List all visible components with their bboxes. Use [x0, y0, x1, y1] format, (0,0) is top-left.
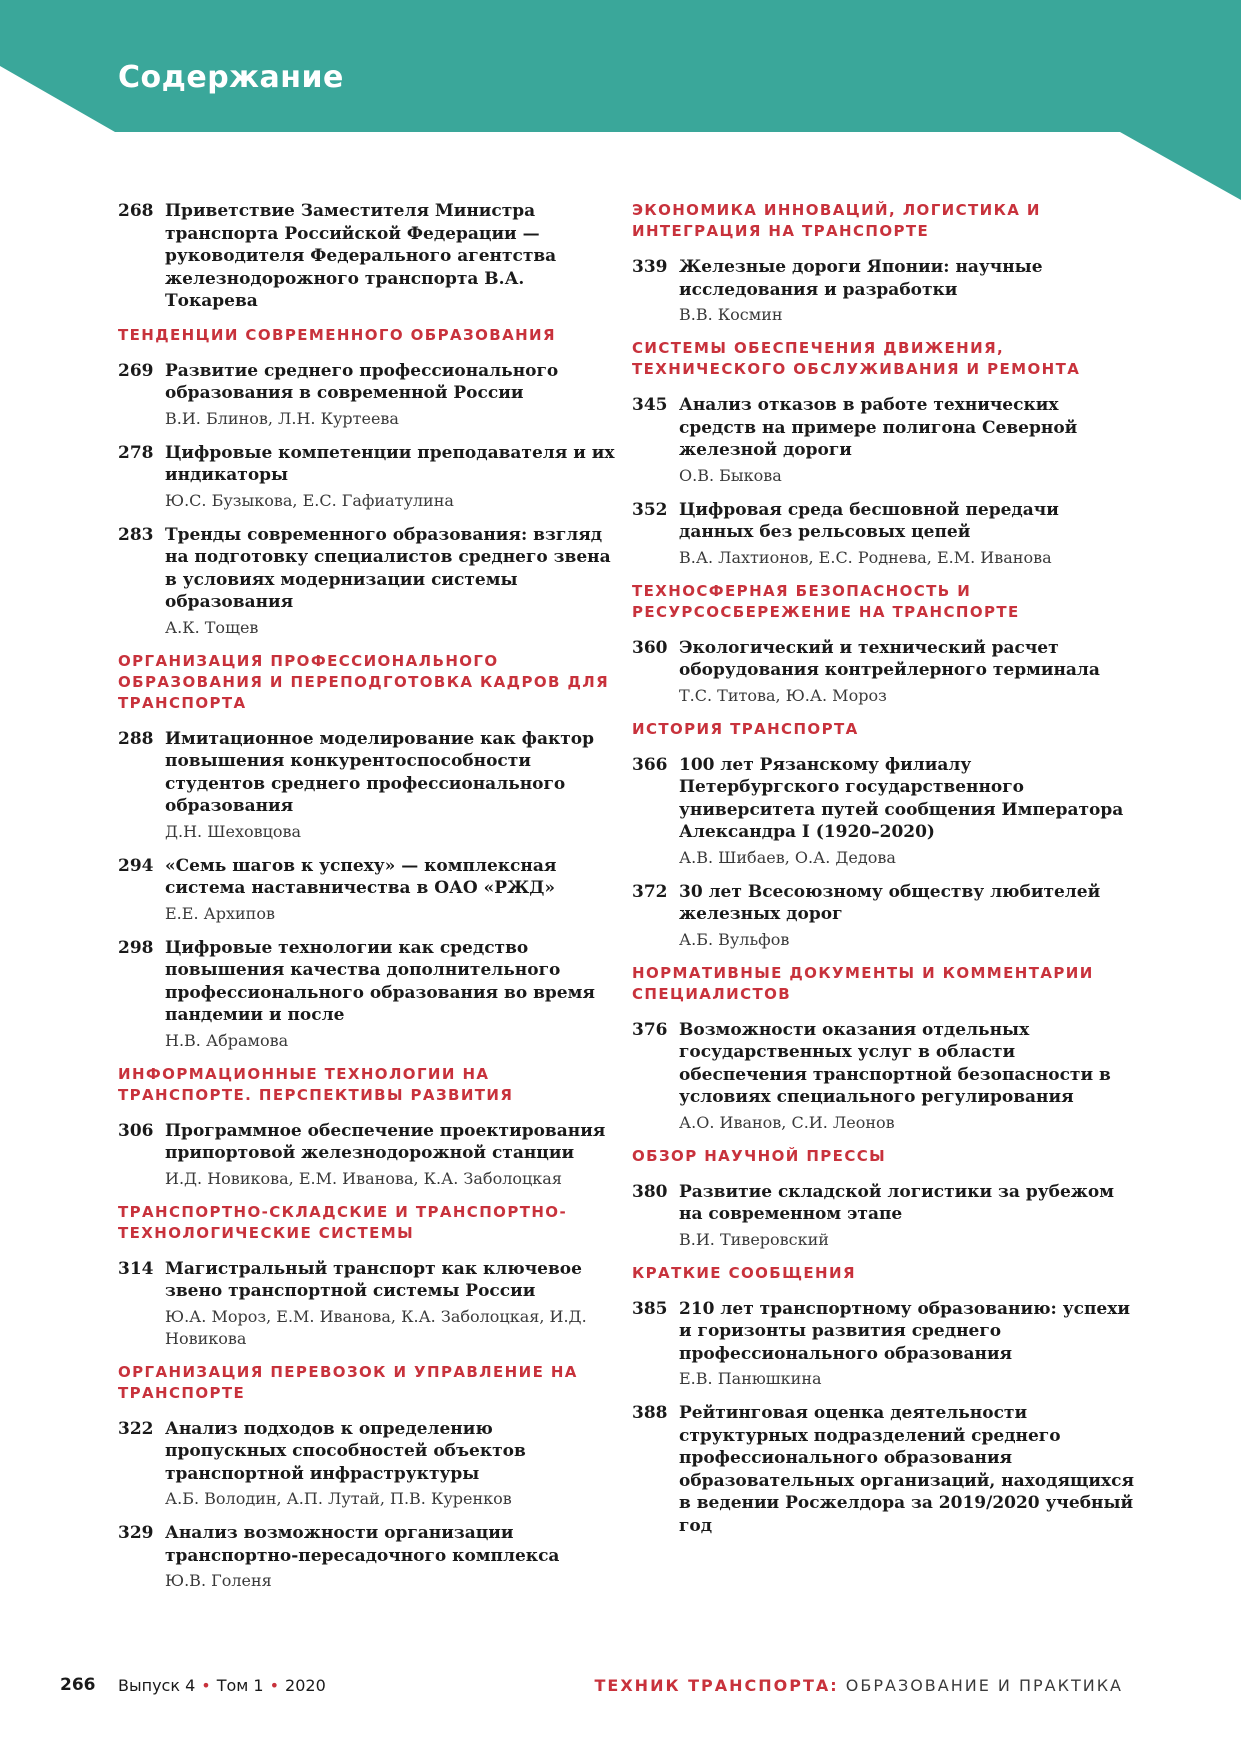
entry-title: Развитие складской логистики за рубежом на современном этапе: [679, 1181, 1115, 1224]
entry-title: Тренды современного образования: взгляд на подготовку специалистов среднего звена в условиях модернизации системы образования: [165, 524, 611, 612]
toc-section: [632, 1263, 1137, 1538]
entry-authors: В.И. Блинов, Л.Н. Куртеева: [165, 408, 399, 428]
entry-page-number: 306: [118, 1120, 154, 1141]
entry-page-number: 288: [118, 728, 154, 749]
entry-body: [165, 1258, 618, 1350]
section-heading: ТРАНСПОРТНО-СКЛАДСКИЕ И ТРАНСПОРТНО-ТЕХНОЛОГИЧЕСКИЕ СИСТЕМЫ: [118, 1202, 568, 1242]
entry-page-number: 366: [632, 754, 668, 775]
footer-year: 2020: [285, 1676, 326, 1695]
entry-authors: О.В. Быкова: [679, 465, 782, 485]
entry-page-number: 329: [118, 1523, 154, 1543]
entry-body: [679, 1019, 1137, 1134]
entry-body: [679, 1298, 1137, 1391]
toc-right-column: [632, 200, 1137, 1549]
entry-page-number: 298: [118, 937, 154, 958]
entry-body: [679, 881, 1137, 951]
entry-authors: Н.В. Абрамова: [165, 1030, 289, 1050]
entry-page-number: 322: [118, 1418, 154, 1439]
toc-entry[interactable]: [632, 499, 1137, 569]
toc-entry[interactable]: [632, 1181, 1137, 1251]
separator-dot: •: [269, 1676, 280, 1695]
toc-section: [118, 325, 618, 639]
entry-title: 30 лет Всесоюзному обществу любителей железных дорог: [679, 881, 1101, 924]
entry-title: Рейтинговая оценка деятельности структурных подразделений среднего профессионального образования образовательных организаций, находящихся в ведении Росжелдора за 2019/2020 учебный год: [679, 1403, 1135, 1536]
entry-page-number: 352: [632, 499, 668, 520]
header-band: [0, 0, 1241, 200]
entry-body: [165, 524, 618, 639]
entry-title: Анализ отказов в работе технических средств на примере полигона Северной железной дороги: [679, 395, 1078, 460]
entry-page-number: 339: [632, 257, 668, 277]
toc-section: [632, 1146, 1137, 1251]
entry-authors: А.В. Шибаев, О.А. Дедова: [679, 847, 896, 867]
entry-authors: Е.В. Панюшкина: [679, 1369, 822, 1388]
section-heading: ОРГАНИЗАЦИЯ ПРОФЕССИОНАЛЬНОГО ОБРАЗОВАНИЯ И ПЕРЕПОДГОТОВКА КАДРОВ ДЛЯ ТРАНСПОРТА: [118, 651, 610, 712]
entry-title: Программное обеспечение проектирования припортовой железнодорожной станции: [165, 1120, 606, 1163]
entry-title: Возможности оказания отдельных государственных услуг в области обеспечения транспортной безопасности в условиях специального регулирования: [679, 1019, 1111, 1107]
separator-dot: •: [201, 1676, 211, 1695]
toc-entry[interactable]: [118, 442, 618, 512]
entry-body: [165, 1120, 618, 1190]
toc-entry[interactable]: [118, 1258, 618, 1350]
section-heading: ОРГАНИЗАЦИЯ ПЕРЕВОЗОК И УПРАВЛЕНИЕ НА ТРАНСПОРТЕ: [118, 1362, 578, 1402]
entry-body: [679, 1181, 1137, 1251]
entry-title: Цифровые компетенции преподавателя и их индикаторы: [165, 442, 615, 485]
section-heading: СИСТЕМЫ ОБЕСПЕЧЕНИЯ ДВИЖЕНИЯ, ТЕХНИЧЕСКОГО ОБСЛУЖИВАНИЯ И РЕМОНТА: [632, 339, 1081, 378]
entry-title: Экологический и технический расчет оборудования контрейлерного терминала: [679, 637, 1100, 680]
entry-authors: Ю.А. Мороз, Е.М. Иванова, К.А. Заболоцкая, И.Д. Новикова: [165, 1306, 587, 1348]
toc-entry[interactable]: [118, 855, 618, 925]
journal-title-rest: ОБРАЗОВАНИЕ И ПРАКТИКА: [845, 1676, 1123, 1695]
entry-authors: Е.Е. Архипов: [165, 903, 275, 923]
entry-title: Анализ подходов к определению пропускных способностей объектов транспортной инфраструктуры: [165, 1418, 526, 1484]
entry-body: [165, 200, 618, 313]
entry-title: Имитационное моделирование как фактор повышения конкурентоспособности студентов среднего профессионального образования: [165, 728, 595, 816]
toc-entry[interactable]: [632, 1402, 1137, 1537]
entry-body: [165, 360, 618, 430]
entry-body: [165, 442, 618, 512]
toc-entry[interactable]: [118, 728, 618, 843]
toc-entry[interactable]: [632, 394, 1137, 487]
entry-page-number: 388: [632, 1403, 668, 1423]
entry-page-number: 380: [632, 1181, 668, 1202]
entry-body: [165, 1418, 618, 1511]
section-heading: ТЕНДЕНЦИИ СОВРЕМЕННОГО ОБРАЗОВАНИЯ: [118, 325, 556, 344]
toc-entry[interactable]: [118, 937, 618, 1052]
entry-authors: Ю.С. Бузыкова, Е.С. Гафиатулина: [165, 490, 454, 510]
toc-entry[interactable]: [118, 200, 618, 313]
toc-section: [118, 200, 618, 313]
entry-authors: Д.Н. Шеховцова: [165, 821, 302, 841]
entry-body: [165, 855, 618, 925]
section-heading: ТЕХНОСФЕРНАЯ БЕЗОПАСНОСТЬ И РЕСУРСОСБЕРЕЖЕНИЕ НА ТРАНСПОРТЕ: [632, 581, 1020, 621]
entry-page-number: 345: [632, 395, 668, 415]
entry-body: [679, 394, 1137, 487]
section-heading: ЭКОНОМИКА ИННОВАЦИЙ, ЛОГИСТИКА И ИНТЕГРАЦИЯ НА ТРАНСПОРТЕ: [632, 201, 1041, 240]
entry-title: Железные дороги Японии: научные исследования и разработки: [679, 257, 1043, 300]
entry-title: 100 лет Рязанскому филиалу Петербургского государственного университета путей сообщения Императора Александра I (1920–2020): [679, 754, 1124, 842]
entry-authors: А.О. Иванов, С.И. Леонов: [679, 1112, 895, 1132]
toc-section: [118, 1202, 618, 1350]
toc-entry[interactable]: [118, 360, 618, 430]
entry-page-number: 278: [118, 442, 154, 463]
entry-authors: И.Д. Новикова, Е.М. Иванова, К.А. Заболоцкая: [165, 1168, 562, 1188]
toc-entry[interactable]: [632, 1298, 1137, 1391]
entry-page-number: 376: [632, 1019, 668, 1040]
entry-title: Анализ возможности организации транспортно-пересадочного комплекса: [165, 1523, 560, 1566]
entry-page-number: 269: [118, 360, 154, 381]
toc-entry[interactable]: [632, 1019, 1137, 1134]
toc-section: [118, 651, 618, 1052]
entry-authors: В.А. Лахтионов, Е.С. Роднева, Е.М. Иванова: [679, 547, 1052, 567]
page-title: Содержание: [118, 60, 344, 95]
entry-body: [165, 937, 618, 1052]
toc-section: [118, 1362, 618, 1593]
section-heading: КРАТКИЕ СООБЩЕНИЯ: [632, 1263, 856, 1282]
toc-section: [632, 581, 1137, 707]
entry-body: [679, 754, 1137, 869]
toc-entry[interactable]: [118, 1120, 618, 1190]
entry-authors: В.И. Тиверовский: [679, 1229, 829, 1249]
toc-left-column: [118, 200, 618, 1604]
section-heading: ОБЗОР НАУЧНОЙ ПРЕССЫ: [632, 1146, 887, 1165]
entry-authors: В.В. Космин: [679, 305, 783, 324]
entry-page-number: 372: [632, 881, 668, 902]
footer-issue: Выпуск 4: [118, 1676, 196, 1695]
toc-section: [632, 338, 1137, 569]
entry-title: 210 лет транспортному образованию: успехи и горизонты развития среднего профессионального образования: [679, 1298, 1130, 1364]
toc-entry[interactable]: [118, 524, 618, 639]
entry-body: [679, 256, 1137, 326]
entry-authors: А.Б. Вульфов: [679, 929, 790, 949]
entry-body: [679, 499, 1137, 569]
entry-body: [165, 728, 618, 843]
entry-body: [165, 1522, 618, 1592]
toc-section: [632, 200, 1137, 326]
section-heading: ИСТОРИЯ ТРАНСПОРТА: [632, 719, 859, 738]
entry-page-number: 314: [118, 1258, 154, 1279]
toc-entry[interactable]: [632, 637, 1137, 707]
entry-page-number: 360: [632, 637, 668, 658]
toc-entry[interactable]: [118, 1418, 618, 1511]
header-band-shape: [0, 0, 1241, 200]
entry-body: [679, 1402, 1137, 1537]
toc-entry[interactable]: [632, 881, 1137, 951]
entry-title: Развитие среднего профессионального образования в современной России: [165, 360, 559, 403]
entry-authors: А.К. Тощев: [165, 617, 259, 637]
entry-authors: Т.С. Титова, Ю.А. Мороз: [679, 685, 887, 705]
footer-page-number: 266: [60, 1675, 96, 1695]
entry-body: [679, 637, 1137, 707]
entry-title: Цифровые технологии как средство повышения качества дополнительного профессионального образования во время пандемии и после: [165, 937, 595, 1025]
toc-entry[interactable]: [632, 256, 1137, 326]
entry-authors: Ю.В. Голеня: [165, 1571, 272, 1590]
toc-section: [632, 719, 1137, 951]
toc-entry[interactable]: [632, 754, 1137, 869]
entry-title: Приветствие Заместителя Министра транспорта Российской Федерации — руководителя Федерального агентства железнодорожного транспорта В.А. Токарева: [165, 201, 557, 311]
entry-authors: А.Б. Володин, А.П. Лутай, П.В. Куренков: [165, 1489, 512, 1508]
page-footer: [0, 1665, 1241, 1705]
entry-page-number: 268: [118, 201, 154, 221]
journal-title-bold: ТЕХНИК ТРАНСПОРТА:: [594, 1676, 839, 1695]
entry-page-number: 294: [118, 855, 154, 876]
section-heading: НОРМАТИВНЫЕ ДОКУМЕНТЫ И КОММЕНТАРИИ СПЕЦИАЛИСТОВ: [632, 963, 1094, 1003]
toc-entry[interactable]: [118, 1522, 618, 1592]
entry-title: Цифровая среда бесшовной передачи данных без рельсовых цепей: [679, 499, 1059, 542]
entry-page-number: 385: [632, 1298, 668, 1319]
entry-title: Магистральный транспорт как ключевое звено транспортной системы России: [165, 1258, 582, 1301]
journal-title: [595, 1676, 1124, 1695]
entry-title: «Семь шагов к успеху» — комплексная система наставничества в ОАО «РЖД»: [165, 855, 557, 898]
footer-issue-info: [118, 1676, 326, 1695]
section-heading: ИНФОРМАЦИОННЫЕ ТЕХНОЛОГИИ НА ТРАНСПОРТЕ. ПЕРСПЕКТИВЫ РАЗВИТИЯ: [118, 1064, 514, 1104]
toc-section: [632, 963, 1137, 1134]
footer-volume: Том 1: [216, 1676, 264, 1695]
toc-section: [118, 1064, 618, 1190]
entry-page-number: 283: [118, 524, 154, 545]
